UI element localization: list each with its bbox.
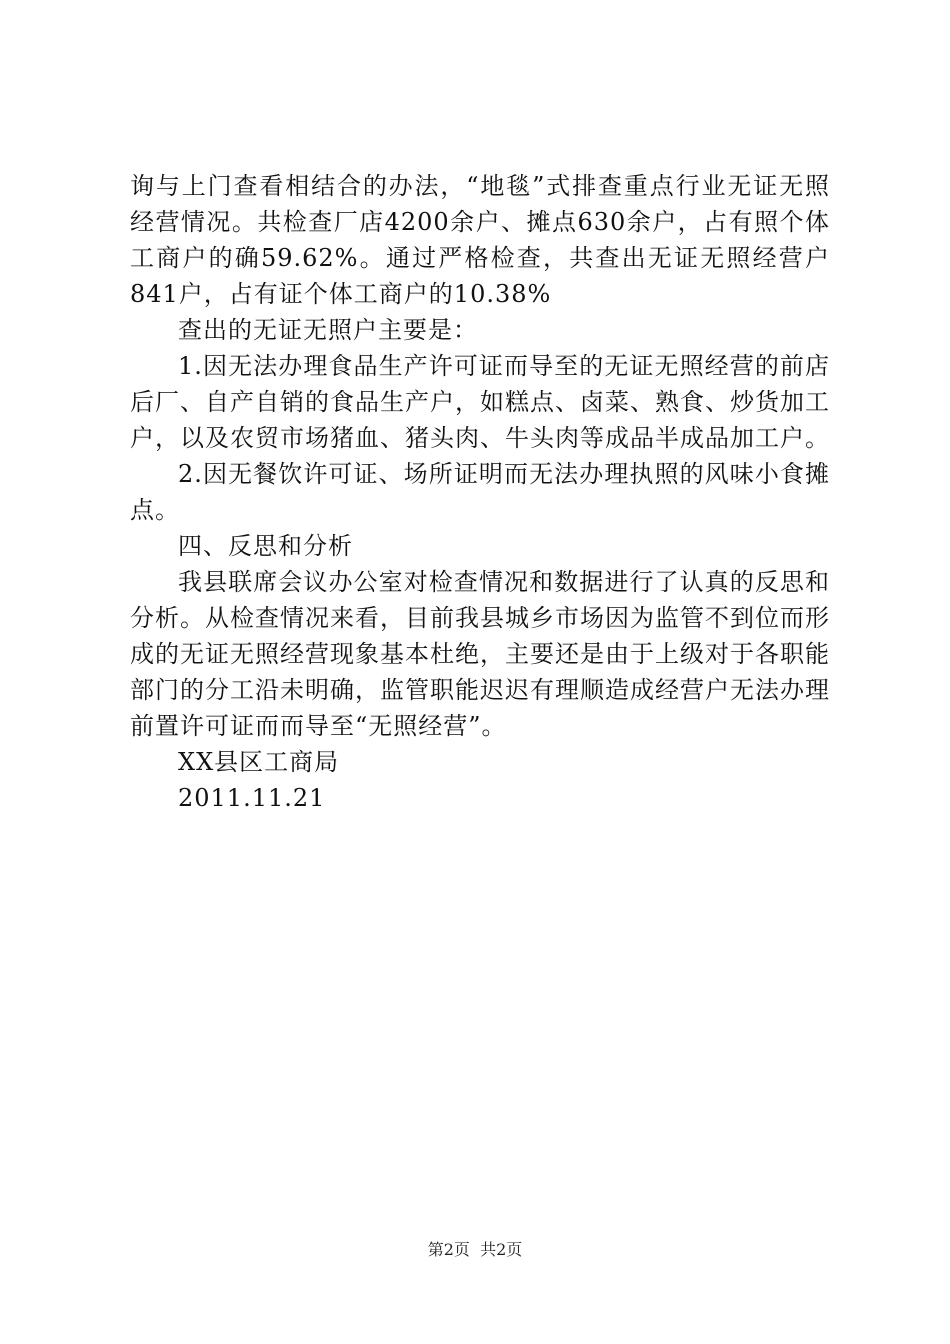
signature-date: 2011.11.21 (178, 784, 326, 812)
section-heading-reflection: 四、反思和分析 (178, 532, 353, 560)
document-body (130, 168, 830, 816)
page-footer (0, 1240, 950, 1260)
paragraph-item-1: 1.因无法办理食品生产许可证而导至的无证无照经营的前店后厂、自产自销的食品生产户，如糕点、卤菜、熟食、炒货加工户，以及农贸市场猪血、猪头肉、牛头肉等成品半成品加工户。 (130, 352, 830, 452)
page-number-label: 第2页 共2页 (427, 1240, 523, 1259)
signature-organization: XX县区工商局 (178, 748, 340, 776)
paragraph-continuation: 询与上门查看相结合的办法，“地毯”式排查重点行业无证无照经营情况。共检查厂店4200余户、摊点630余户，占有照个体工商户的确59.62%。通过严格检查，共查出无证无照经营户841户，占有证个体工商户的10.38% (130, 172, 830, 308)
paragraph-analysis: 我县联席会议办公室对检查情况和数据进行了认真的反思和分析。从检查情况来看，目前我县城乡市场因为监管不到位而形成的无证无照经营现象基本杜绝，主要还是由于上级对于各职能部门的分工沿未明确，监管职能迟迟有理顺造成经营户无法办理前置许可证而而导至“无照经营”。 (130, 568, 830, 740)
paragraph-list-intro: 查出的无证无照户主要是： (178, 316, 478, 344)
paragraph-item-2: 2.因无餐饮许可证、场所证明而无法办理执照的风味小食摊点。 (130, 460, 830, 524)
